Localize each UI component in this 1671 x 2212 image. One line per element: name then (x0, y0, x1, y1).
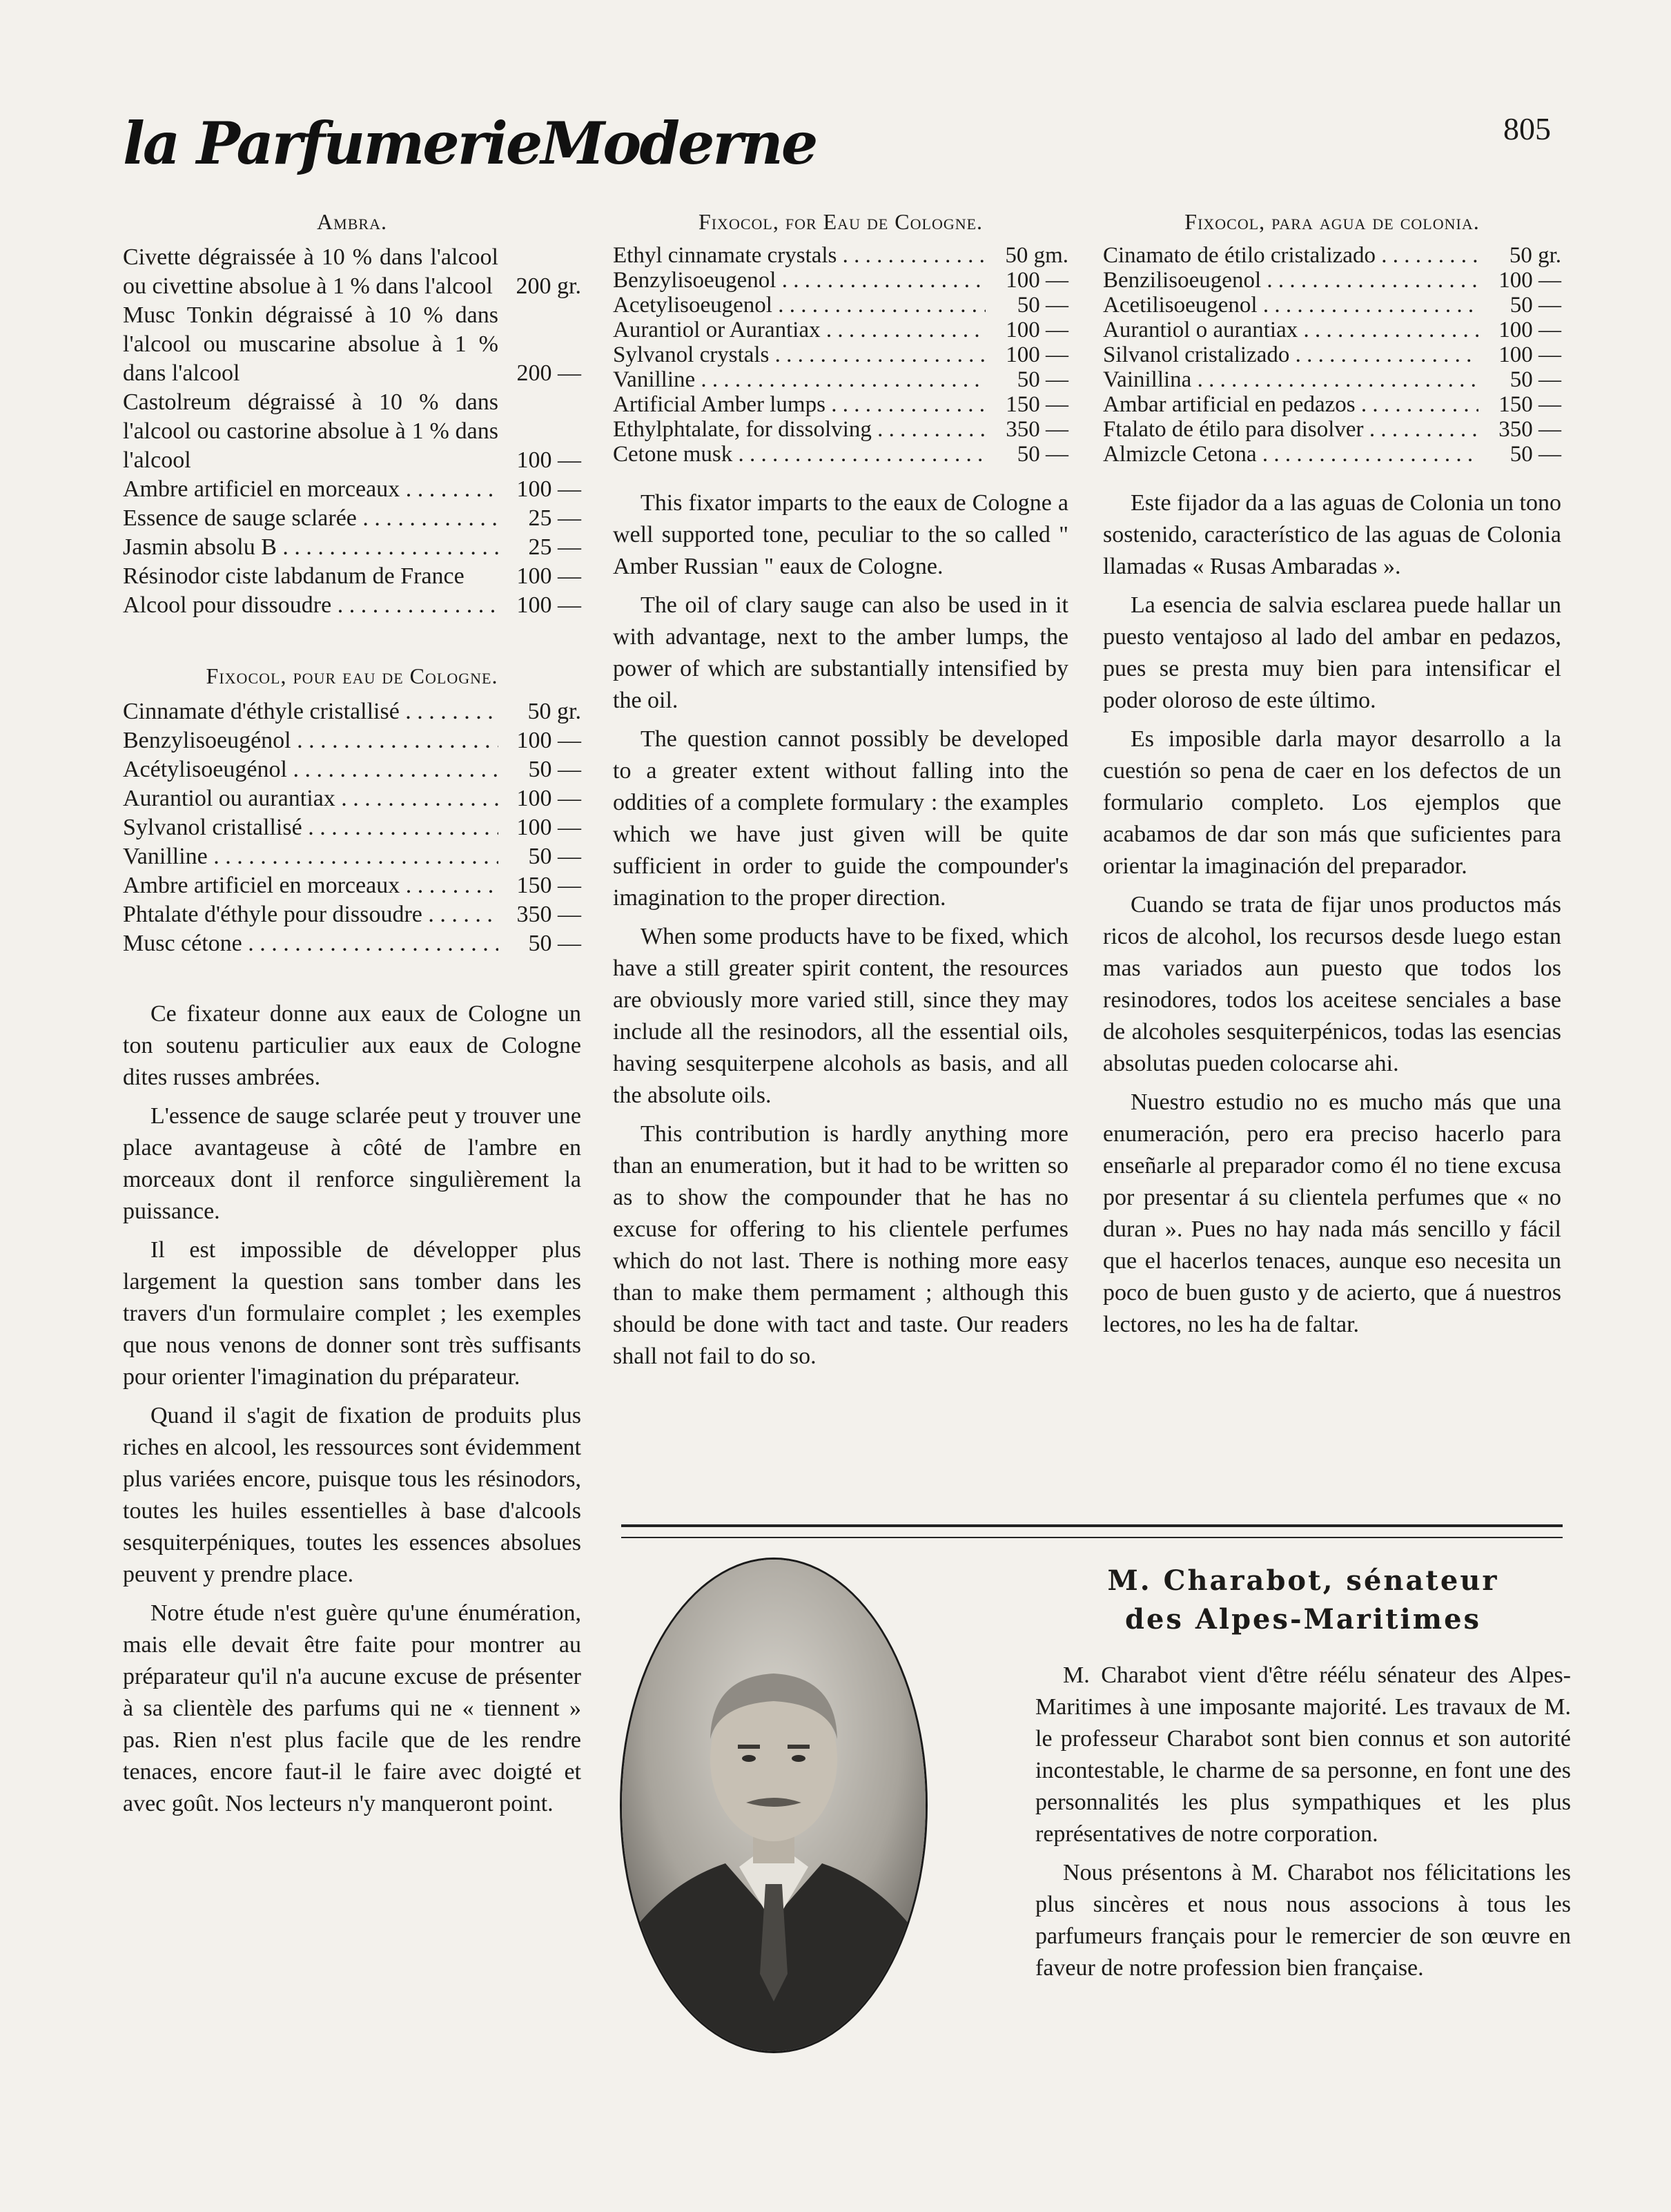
ingredient-name: Essence de sauge sclarée . . . (123, 504, 498, 533)
ingredient-name: Benzylisoeugénol . . . (123, 726, 498, 755)
ingredient-qty: 25 — (528, 534, 581, 560)
ingredient-qty: 100 — (516, 447, 581, 473)
ingredient-name: Silvanol cristalizado . . . (1103, 342, 1478, 367)
ingredient-qty: 150 — (1006, 392, 1068, 417)
ingredient-name: Cinnamate d'éthyle cristallisé . . . (123, 697, 498, 726)
ingredient-qty: 350 — (1498, 417, 1561, 442)
recipe-heading-fixocol-en: Fixocol, for Eau de Cologne. (698, 209, 984, 234)
ingredient-name: Ambar artificial en pedazos . . . (1103, 392, 1478, 417)
body-paragraph: Quand il s'agit de fixation de produits plus riches en alcool, les ressources sont évidemment plus variées encore, puisque tous les résinodors, toutes les huiles essentielles à base d'alcools sesquiterpéniques, toutes les essences absolues peuvent y prendre place. (123, 1403, 581, 1587)
ingredient-qty: 100 — (516, 728, 581, 753)
ingredient-qty: 100 — (516, 815, 581, 840)
ingredient-row (1103, 342, 1561, 367)
ingredient-row (123, 871, 581, 900)
ingredient-row (1103, 268, 1561, 293)
recipe-heading-fixocol-fr: Fixocol, pour eau de Cologne. (206, 663, 498, 688)
ingredient-name: Musc Tonkin dégraissé à 10 % dans l'alcool ou muscarine absolue à 1 % dans l'alcool (123, 302, 498, 386)
body-paragraph: Cuando se trata de fijar unos productos más ricos de alcohol, los recursos desde luego estan mas variados aun puesto que todos los resinodores, todos los aceitese senciales a base de alcoholes sesquiterpénicos, todas las esencias absolutas pueden colocarse ahi. (1103, 892, 1561, 1076)
column-french (123, 206, 581, 1820)
ingredient-name: Ambre artificiel en morceaux . . . (123, 871, 498, 900)
recipe-list-fixocol-es (1103, 243, 1561, 467)
ingredient-row (613, 442, 1068, 467)
ingredient-name: Vanilline . . . (613, 367, 986, 392)
ingredient-row (613, 243, 1068, 268)
ingredient-row (613, 367, 1068, 392)
body-paragraph: When some products have to be fixed, which have a still greater spirit content, the resources are obviously more varied still, since they may include all the resinodors, all the essential oils, having sesquiterpene alcohols as basis, and all the absolute oils. (613, 924, 1068, 1108)
ingredient-qty: 100 — (516, 592, 581, 618)
ingredient-qty: 50 — (528, 844, 581, 869)
ingredient-qty: 25 — (528, 505, 581, 531)
ingredient-name: Artificial Amber lumps . . . (613, 392, 986, 417)
ingredient-row (613, 417, 1068, 442)
recipe-list-ambra (123, 243, 581, 620)
ingredient-row (123, 813, 581, 842)
ingredient-qty: 50 — (1017, 367, 1068, 392)
ingredient-row (1103, 293, 1561, 318)
recipe-list-fixocol-fr (123, 697, 581, 958)
ingredient-row (123, 562, 581, 591)
ingredient-name: Acétylisoeugénol . . . (123, 755, 498, 784)
article-title-line: M. Charabot, sénateur (1107, 1564, 1499, 1597)
ingredient-row (1103, 392, 1561, 417)
ingredient-name: Vanilline . . . (123, 842, 498, 871)
body-paragraph: The oil of clary sauge can also be used in it with advantage, next to the amber lumps, the power of which are substantially intensified by the oil. (613, 592, 1068, 713)
ingredient-qty: 100 — (1006, 342, 1068, 367)
ingredient-name: Aurantiol or Aurantiax . . . (613, 318, 986, 342)
recipe-heading-ambra: Ambra. (317, 209, 387, 234)
ingredient-qty: 350 — (1006, 417, 1068, 442)
ingredient-row (123, 591, 581, 620)
ingredient-row (123, 842, 581, 871)
body-paragraph: M. Charabot vient d'être réélu sénateur des Alpes-Maritimes à une imposante majorité. Les travaux de M. le professeur Charabot sont bien connus et son autorité incontestable, le charme de sa personne, en font une des personnalités les plus sympathiques et les plus représentatives de notre corporation. (1035, 1662, 1571, 1847)
ingredient-row (123, 900, 581, 929)
ingredient-name: Ethylphtalate, for dissolving . . . (613, 417, 986, 442)
ingredient-qty: 100 — (1498, 342, 1561, 367)
body-paragraph: Notre étude n'est guère qu'une énumération, mais elle devait être faite pour montrer au préparateur qu'il n'a aucune excuse de présenter à sa clientèle des parfums qui ne « tiennent » pas. Rien n'est plus facile que de les rendre tenaces, encore faut-il le faire avec doigté et avec goût. Nos lecteurs n'y manqueront point. (123, 1600, 581, 1816)
ingredient-row (613, 342, 1068, 367)
column-english (613, 206, 1068, 1372)
column-spanish (1103, 206, 1561, 1341)
recipe-list-fixocol-en (613, 243, 1068, 467)
ingredient-name: Ftalato de étilo para disolver . . . (1103, 417, 1478, 442)
ingredient-name: Almizcle Cetona . . . (1103, 442, 1478, 467)
ingredient-name: Ambre artificiel en morceaux . . . (123, 475, 498, 504)
ingredient-name: Sylvanol crystals . . . (613, 342, 986, 367)
ingredient-qty: 100 — (1006, 268, 1068, 293)
body-paragraph: The question cannot possibly be developed to a greater extent without falling into the oddities of a complete formulary : the examples which we have just given will be quite sufficient in order to guide the compounder's imagination to the proper direction. (613, 726, 1068, 911)
ingredient-row (613, 392, 1068, 417)
body-paragraph: Ce fixateur donne aux eaux de Cologne un ton soutenu particulier aux eaux de Cologne dites russes ambrées. (123, 1001, 581, 1090)
article-charabot (1035, 1562, 1571, 1984)
ingredient-qty: 50 — (528, 757, 581, 782)
page-number: 805 (1503, 111, 1551, 146)
ingredient-row (123, 388, 581, 475)
section-divider (621, 1524, 1563, 1538)
ingredient-row (1103, 318, 1561, 342)
ingredient-name: Benzylisoeugenol . . . (613, 268, 986, 293)
ingredient-qty: 50 — (1509, 367, 1561, 392)
ingredient-qty: 50 — (1509, 293, 1561, 318)
body-paragraph: L'essence de sauge sclarée peut y trouver une place avantageuse à côté de l'ambre en morceaux dont il renforce singulièrement la puissance. (123, 1103, 581, 1224)
body-paragraph: This contribution is hardly anything more than an enumeration, but it had to be written so as to show the compounder that he has no excuse for offering to his clientele perfumes which do not last. There is nothing more easy than to make them permament ; although this should be done with tact and taste. Our readers shall not fail to do so. (613, 1121, 1068, 1369)
ingredient-qty: 50 gr. (527, 699, 581, 724)
body-paragraph: Es imposible darla mayor desarrollo a la cuestión so pena de caer en los defectos de un formulario completo. Los ejemplos que acabamos de dar son más que suficientes para orientar la imaginación del preparador. (1103, 726, 1561, 879)
ingredient-qty: 50 — (1509, 442, 1561, 467)
ingredient-qty: 100 — (516, 563, 581, 589)
article-title-line: des Alpes-Maritimes (1124, 1603, 1482, 1636)
ingredient-name: Aurantiol ou aurantiax . . . (123, 784, 498, 813)
ingredient-row (613, 293, 1068, 318)
ingredient-name: Jasmin absolu B . . . (123, 533, 498, 562)
ingredient-row (123, 784, 581, 813)
ingredient-name: Aurantiol o aurantiax . . . (1103, 318, 1478, 342)
ingredient-name: Acetylisoeugenol . . . (613, 293, 986, 318)
ingredient-row (1103, 442, 1561, 467)
ingredient-row (123, 697, 581, 726)
body-paragraph: This fixator imparts to the eaux de Cologne a well supported tone, peculiar to the so called " Amber Russian " eaux de Cologne. (613, 490, 1068, 579)
ingredient-name: Benzilisoeugenol . . . (1103, 268, 1478, 293)
body-paragraph: Este fijador da a las aguas de Colonia un tono sostenido, característico de las aguas de Colonia llamadas « Rusas Ambaradas ». (1103, 490, 1561, 579)
article-title (1035, 1562, 1571, 1639)
ingredient-qty: 100 — (1498, 318, 1561, 342)
recipe-heading-fixocol-es: Fixocol, para agua de colonia. (1184, 209, 1480, 234)
body-paragraph: La esencia de salvia esclarea puede hallar un puesto ventajoso al lado del ambar en pedazos, pues se presta muy bien para intensificar el poder oloroso de este último. (1103, 592, 1561, 713)
ingredient-row (1103, 243, 1561, 268)
portrait-photo (620, 1558, 928, 2053)
ingredient-qty: 150 — (516, 873, 581, 898)
ingredient-qty: 200 — (516, 360, 581, 386)
ingredient-row (123, 301, 581, 388)
ingredient-qty: 150 — (1498, 392, 1561, 417)
ingredient-qty: 50 gr. (1509, 243, 1561, 268)
ingredient-row (123, 475, 581, 504)
ingredient-row (123, 726, 581, 755)
body-paragraph: Nuestro estudio no es mucho más que una enumeración, pero era preciso hacerlo para enseñarle al preparador como él no tiene excusa por presentar á su clientela perfumes que « no duran ». Pues no hay nada más sencillo y fácil que el hacerlos tenaces, aunque eso necesita un poco de buen gusto y de acierto, que á nuestros lectores, no les ha de faltar. (1103, 1089, 1561, 1337)
ingredient-qty: 50 — (528, 931, 581, 956)
body-paragraph: Il est impossible de développer plus largement la question sans tomber dans les travers d'un formulaire complet ; les exemples que nous venons de donner sont très suffisants pour orienter l'imagination du préparateur. (123, 1237, 581, 1390)
ingredient-row (123, 929, 581, 958)
ingredient-qty: 50 — (1017, 293, 1068, 318)
ingredient-qty: 100 — (516, 786, 581, 811)
ingredient-name: Sylvanol cristallisé . . . (123, 813, 498, 842)
body-paragraph: Nous présentons à M. Charabot nos félicitations les plus sincères et nous nous associons à tous les parfumeurs français pour le remercier de son œuvre en faveur de notre profession bien française. (1035, 1860, 1571, 1981)
ingredient-name: Castolreum dégraissé à 10 % dans l'alcool ou castorine absolue à 1 % dans l'alcool (123, 389, 498, 473)
ingredient-row (123, 533, 581, 562)
ingredient-qty: 100 — (1498, 268, 1561, 293)
ingredient-name: Acetilisoeugenol . . . (1103, 293, 1478, 318)
ingredient-qty: 50 gm. (1005, 243, 1068, 268)
ingredient-name: Musc cétone . . . (123, 929, 498, 958)
ingredient-qty: 100 — (1006, 318, 1068, 342)
ingredient-name: Vainillina . . . (1103, 367, 1478, 392)
ingredient-name: Résinodor ciste labdanum de France (123, 563, 465, 589)
ingredient-row (123, 243, 581, 301)
ingredient-qty: 200 gr. (516, 273, 581, 299)
ingredient-row (1103, 367, 1561, 392)
ingredient-qty: 100 — (516, 476, 581, 502)
ingredient-name: Alcool pour dissoudre . . . (123, 591, 498, 620)
ingredient-name: Cinamato de étilo cristalizado . . . (1103, 243, 1478, 268)
ingredient-name: Civette dégraissée à 10 % dans l'alcool ou civettine absolue à 1 % dans l'alcool (123, 244, 498, 299)
ingredient-row (123, 755, 581, 784)
ingredient-name: Ethyl cinnamate crystals . . . (613, 243, 986, 268)
ingredient-qty: 50 — (1017, 442, 1068, 467)
ingredient-name: Cetone musk . . . (613, 442, 986, 467)
ingredient-row (613, 268, 1068, 293)
ingredient-row (1103, 417, 1561, 442)
ingredient-name: Phtalate d'éthyle pour dissoudre . . . (123, 900, 498, 929)
masthead: la ParfumerieModerne (123, 109, 817, 177)
ingredient-qty: 350 — (516, 902, 581, 927)
ingredient-row (123, 504, 581, 533)
ingredient-row (613, 318, 1068, 342)
